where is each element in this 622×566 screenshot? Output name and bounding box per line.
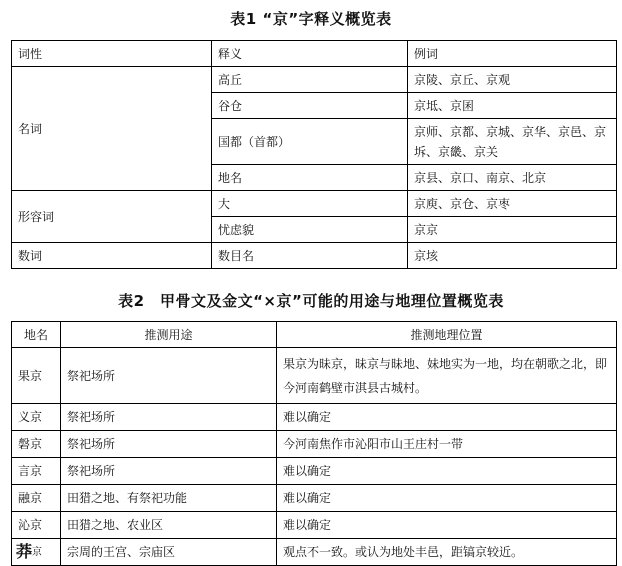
- table-header-row: [12, 41, 617, 67]
- meaning-cell: 数目名: [212, 243, 408, 269]
- location-cell: 观点不一致。或认为地处丰邑，距镐京较近。: [277, 539, 617, 566]
- use-cell: 祭祀场所: [61, 458, 277, 485]
- place-cell: [12, 539, 61, 566]
- meaning-cell: 谷仓: [212, 93, 408, 119]
- table-row: [12, 348, 617, 404]
- table-row: [12, 404, 617, 431]
- place-cell: 义京: [12, 404, 61, 431]
- location-cell: 难以确定: [277, 512, 617, 539]
- table1: [11, 40, 617, 269]
- use-cell: 祭祀场所: [61, 404, 277, 431]
- use-cell: 田猎之地、有祭祀功能: [61, 485, 277, 512]
- header-cell: 推测用途: [61, 322, 277, 348]
- meaning-cell: 国都（首都）: [212, 119, 408, 165]
- header-cell: 地名: [12, 322, 61, 348]
- pos-cell: 名词: [12, 67, 212, 191]
- table-header-row: [12, 322, 617, 348]
- use-cell: 祭祀场所: [61, 348, 277, 404]
- table-row: [12, 485, 617, 512]
- table-row: [12, 67, 617, 93]
- pos-cell: 数词: [12, 243, 212, 269]
- meaning-cell: 忧虑貌: [212, 217, 408, 243]
- table-row: [12, 431, 617, 458]
- meaning-cell: 高丘: [212, 67, 408, 93]
- meaning-cell: 大: [212, 191, 408, 217]
- header-cell: 例词: [408, 41, 617, 67]
- location-cell: 今河南焦作市沁阳市山王庄村一带: [277, 431, 617, 458]
- ancient-glyph: 莽: [16, 542, 33, 561]
- examples-cell: 京庾、京仓、京枣: [408, 191, 617, 217]
- location-cell: 难以确定: [277, 485, 617, 512]
- header-cell: 推测地理位置: [277, 322, 617, 348]
- place-suffix: 京: [32, 547, 43, 558]
- table2: [11, 321, 617, 566]
- examples-cell: 京京: [408, 217, 617, 243]
- examples-cell: 京师、京都、京城、京华、京邑、京坼、京畿、京关: [408, 119, 617, 165]
- table2-caption: 表2 甲骨文及金文“×京”可能的用途与地理位置概览表: [118, 292, 504, 310]
- examples-cell: 京坻、京囷: [408, 93, 617, 119]
- use-cell: 宗周的王宫、宗庙区: [61, 539, 277, 566]
- use-cell: 田猎之地、农业区: [61, 512, 277, 539]
- place-cell: 果京: [12, 348, 61, 404]
- use-cell: 祭祀场所: [61, 431, 277, 458]
- table-row: [12, 512, 617, 539]
- pos-cell: 形容词: [12, 191, 212, 243]
- place-cell: 磐京: [12, 431, 61, 458]
- table1-caption: 表1 “京”字释义概览表: [230, 10, 392, 28]
- place-cell: 沁京: [12, 512, 61, 539]
- header-cell: 词性: [12, 41, 212, 67]
- location-cell: 果京为昧京，昧京与昧地、妹地实为一地，均在朝歌之北，即今河南鹤壁市淇县古城村。: [277, 348, 617, 404]
- examples-cell: 京陵、京丘、京观: [408, 67, 617, 93]
- table-row: [12, 191, 617, 217]
- table-row: [12, 458, 617, 485]
- header-cell: 释义: [212, 41, 408, 67]
- examples-cell: 京县、京口、南京、北京: [408, 165, 617, 191]
- place-cell: 言京: [12, 458, 61, 485]
- location-cell: 难以确定: [277, 404, 617, 431]
- examples-cell: 京垓: [408, 243, 617, 269]
- meaning-cell: 地名: [212, 165, 408, 191]
- location-cell: 难以确定: [277, 458, 617, 485]
- place-cell: 融京: [12, 485, 61, 512]
- table-row: [12, 243, 617, 269]
- table-row: [12, 539, 617, 566]
